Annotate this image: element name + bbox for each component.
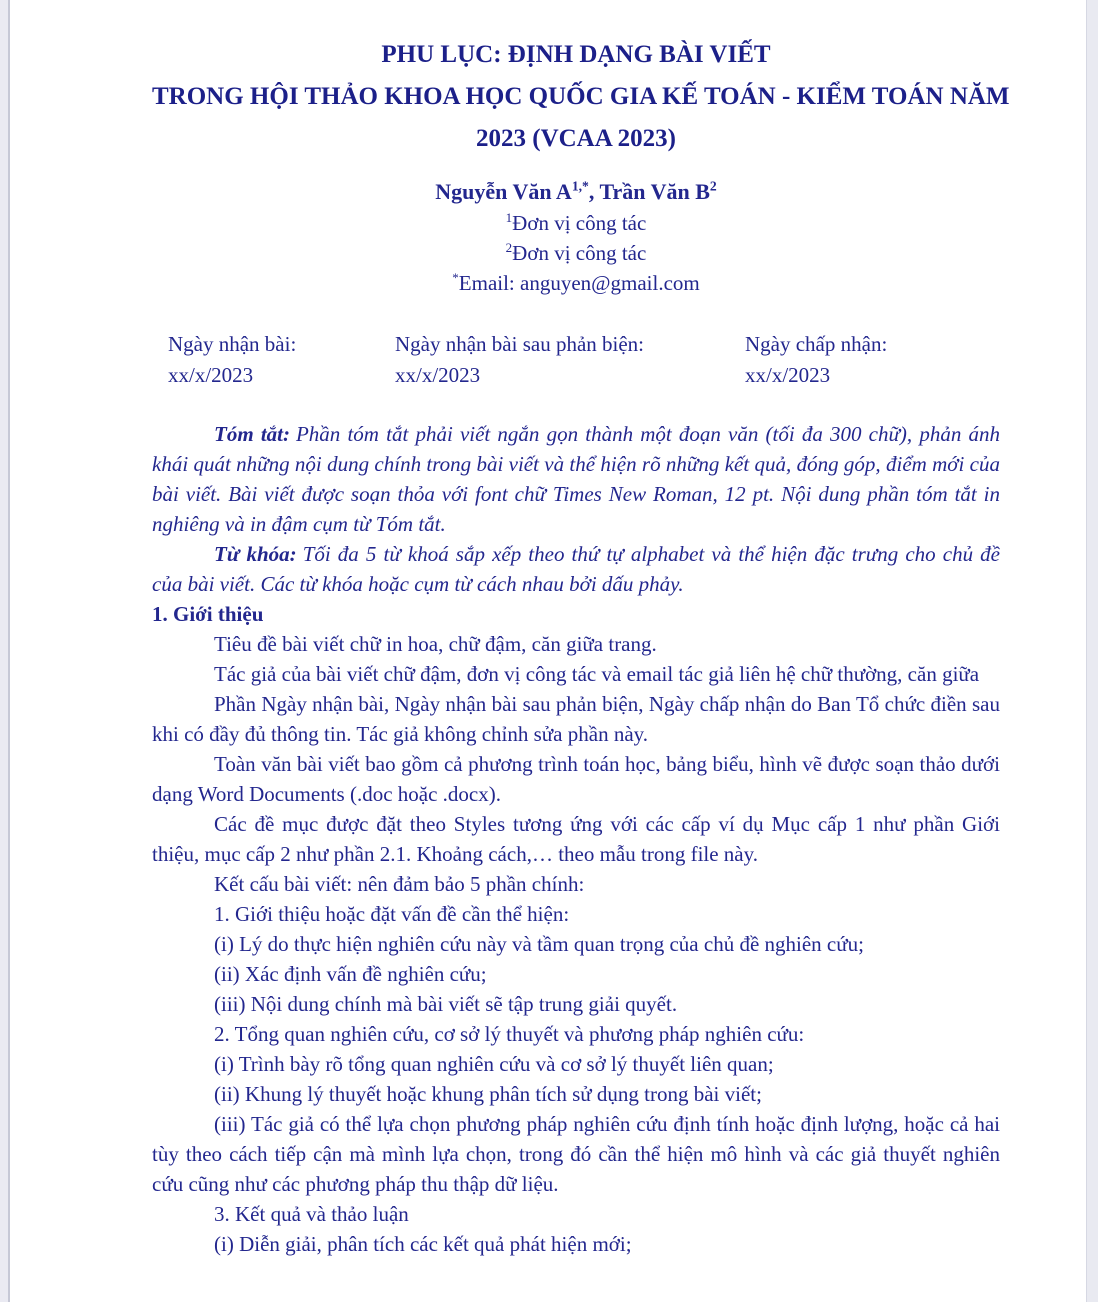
title-line-1: PHU LỤC: ĐỊNH DẠNG BÀI VIẾT xyxy=(381,41,771,68)
body-paragraph: (iii) Tác giả có thể lựa chọn phương pháp nghiên cứu định tính hoặc định lượng, hoặc cả hai tùy theo cách tiếp cận mà mình lựa chọn, trong đó cần thể hiện mô hình và các giả thuyết nghiên cứu cũng như các phương pháp thu thập dữ liệu. xyxy=(152,1112,1000,1196)
date-accepted xyxy=(745,328,887,390)
body-paragraph: (i) Diễn giải, phân tích các kết quả phát hiện mới; xyxy=(214,1232,632,1256)
email-line xyxy=(152,268,1000,298)
affiliation-1-text: Đơn vị công tác xyxy=(512,211,647,235)
body-paragraph: 1. Giới thiệu hoặc đặt vấn đề cần thể hiện: xyxy=(214,902,570,926)
date-received-label: Ngày nhận bài: xyxy=(168,332,297,356)
body-paragraph: Toàn văn bài viết bao gồm cả phương trình toán học, bảng biểu, hình vẽ được soạn thảo dưới dạng Word Documents (.doc hoặc .docx). xyxy=(152,752,1000,806)
date-accepted-label: Ngày chấp nhận: xyxy=(745,332,888,356)
affiliation-1-superscript: 1 xyxy=(505,210,513,225)
author-1-superscript: 1,* xyxy=(571,178,589,194)
body-paragraph: (i) Lý do thực hiện nghiên cứu này và tầm quan trọng của chủ đề nghiên cứu; xyxy=(214,932,864,956)
title-line-2: TRONG HỘI THẢO KHOA HỌC QUỐC GIA KẾ TOÁN - KIỂM TOÁN NĂM xyxy=(152,83,1010,110)
body-paragraph: (ii) Xác định vấn đề nghiên cứu; xyxy=(214,962,487,986)
body-paragraph: Các đề mục được đặt theo Styles tương ứng với các cấp ví dụ Mục cấp 1 như phần Giới thiệu, mục cấp 2 như phần 2.1. Khoảng cách,… theo mẫu trong file này. xyxy=(152,812,1000,866)
abstract-label: Tóm tắt: xyxy=(214,422,290,446)
affiliation-2-text: Đơn vị công tác xyxy=(512,241,647,265)
date-revised-value: xx/x/2023 xyxy=(395,363,481,387)
document-body xyxy=(152,419,1000,1259)
title-line-3: 2023 (VCAA 2023) xyxy=(476,125,676,152)
body-paragraph: (ii) Khung lý thuyết hoặc khung phân tích sử dụng trong bài viết; xyxy=(214,1082,762,1106)
email-text: Email: anguyen@gmail.com xyxy=(458,271,700,295)
author-2-name: Trần Văn B xyxy=(599,179,710,204)
body-paragraph: Phần Ngày nhận bài, Ngày nhận bài sau phản biện, Ngày chấp nhận do Ban Tổ chức điền sau khi có đầy đủ thông tin. Tác giả không chỉnh sửa phần này. xyxy=(152,692,1000,746)
dates-row xyxy=(152,328,1000,390)
date-revised xyxy=(395,328,644,390)
date-revised-label: Ngày nhận bài sau phản biện: xyxy=(395,332,645,356)
scan-right-edge xyxy=(1086,0,1098,1302)
author-separator: , xyxy=(588,179,600,204)
author-2-superscript: 2 xyxy=(709,178,717,194)
author-1-name: Nguyễn Văn A xyxy=(435,179,572,204)
abstract-text: Phần tóm tắt phải viết ngắn gọn thành một đoạn văn (tối đa 300 chữ), phản ánh khái quát những nội dung chính trong bài viết và thể hiện rõ những kết quả, đóng góp, điểm mới của bài viết. Bài viết được soạn thỏa với font chữ Times New Roman, 12 pt. Nội dung phần tóm tắt in nghiêng và in đậm cụm từ Tóm tắt. xyxy=(152,422,1000,536)
authors-line xyxy=(152,176,1000,208)
date-received-value: xx/x/2023 xyxy=(168,363,254,387)
body-paragraph: (iii) Nội dung chính mà bài viết sẽ tập trung giải quyết. xyxy=(214,992,678,1016)
body-paragraph: 3. Kết quả và thảo luận xyxy=(214,1202,409,1226)
body-paragraph: Tác giả của bài viết chữ đậm, đơn vị công tác và email tác giả liên hệ chữ thường, căn giữa xyxy=(214,662,980,686)
keywords-label: Từ khóa: xyxy=(214,542,297,566)
email-superscript: * xyxy=(452,270,459,285)
body-paragraph: Kết cấu bài viết: nên đảm bảo 5 phần chính: xyxy=(214,872,585,896)
keywords-paragraph xyxy=(152,539,1000,599)
body-paragraph: 2. Tổng quan nghiên cứu, cơ sở lý thuyết và phương pháp nghiên cứu: xyxy=(214,1022,805,1046)
date-received xyxy=(168,328,296,390)
date-accepted-value: xx/x/2023 xyxy=(745,363,831,387)
affiliation-2 xyxy=(152,238,1000,268)
body-paragraph: Tiêu đề bài viết chữ in hoa, chữ đậm, căn giữa trang. xyxy=(214,632,657,656)
affiliation-2-superscript: 2 xyxy=(505,240,513,255)
body-paragraph: (i) Trình bày rõ tổng quan nghiên cứu và cơ sở lý thuyết liên quan; xyxy=(214,1052,774,1076)
section-1-heading: 1. Giới thiệu xyxy=(152,602,264,626)
document-content xyxy=(152,0,1010,1259)
keywords-text: Tối đa 5 từ khoá sắp xếp theo thứ tự alphabet và thể hiện đặc trưng cho chủ đề của bài viết. Các từ khóa hoặc cụm từ cách nhau bởi dấu phảy. xyxy=(152,542,1000,596)
affiliation-1 xyxy=(152,208,1000,238)
abstract-paragraph xyxy=(152,419,1000,539)
document-title xyxy=(152,0,1010,160)
scan-left-edge xyxy=(0,0,10,1302)
